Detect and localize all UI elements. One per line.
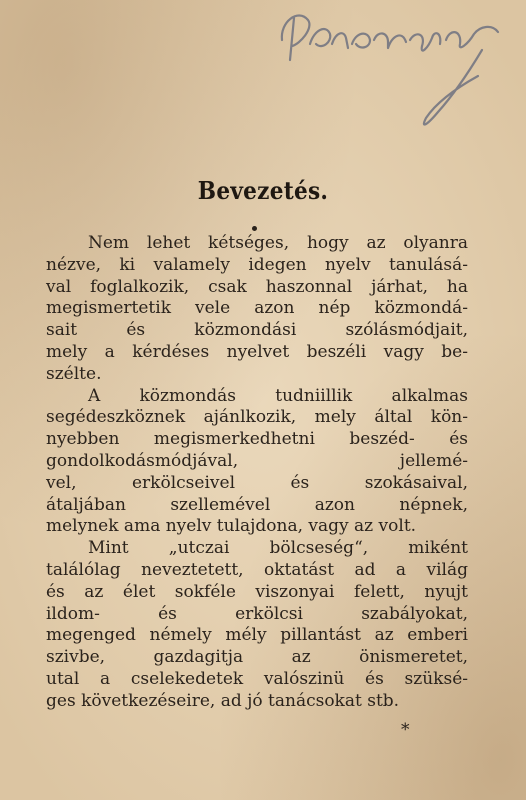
handwritten-signature	[270, 0, 510, 140]
body-text	[46, 233, 468, 713]
footnote-asterisk: *	[401, 720, 410, 740]
text-line: Nem lehet kétséges, hogy az olyanra	[88, 233, 468, 253]
text-line: találólag neveztetett, oktatást ad a világ	[46, 559, 468, 580]
page-title: Bevezetés.	[197, 176, 329, 205]
text-line: megismertetik vele azon nép közmondá-	[46, 298, 468, 319]
text-line: sait és közmondási szólásmódjait,	[46, 320, 468, 341]
text-line: átaljában szellemével azon népnek,	[46, 494, 468, 515]
text-line: melynek ama nyelv tulajdona, vagy az volt.	[46, 516, 417, 537]
text-line: mely a kérdéses nyelvet beszéli vagy be-	[46, 341, 468, 362]
text-line: ges következéseire, ad jó tanácsokat stb.	[46, 690, 400, 711]
text-line: nyebben megismerkedhetni beszéd- és	[46, 429, 468, 450]
text-line: gondolkodásmódjával, jellemé-	[46, 450, 468, 471]
text-line: megenged némely mély pillantást az emberi	[46, 625, 468, 646]
text-line: val foglalkozik, csak haszonnal járhat, ha	[46, 276, 468, 297]
ornament-dot	[252, 226, 257, 231]
text-line: szélte.	[46, 363, 102, 384]
text-line: nézve, ki valamely idegen nyelv tanulásá-	[46, 254, 468, 275]
text-line: utal a cselekedetek valószinü és szüksé-	[46, 668, 468, 689]
text-line: szivbe, gazdagitja az önismeretet,	[46, 647, 468, 668]
text-line: vel, erkölcseivel és szokásaival,	[46, 472, 468, 493]
text-line: Mint „utczai bölcseség“, miként	[88, 538, 468, 559]
text-line: A közmondás tudniillik alkalmas	[88, 385, 468, 406]
text-line: segédeszköznek ajánlkozik, mely által kön-	[46, 407, 468, 428]
text-line: és az élet sokféle viszonyai felett, nyujt	[46, 581, 468, 602]
text-line: ildom- és erkölcsi szabályokat,	[46, 603, 468, 624]
